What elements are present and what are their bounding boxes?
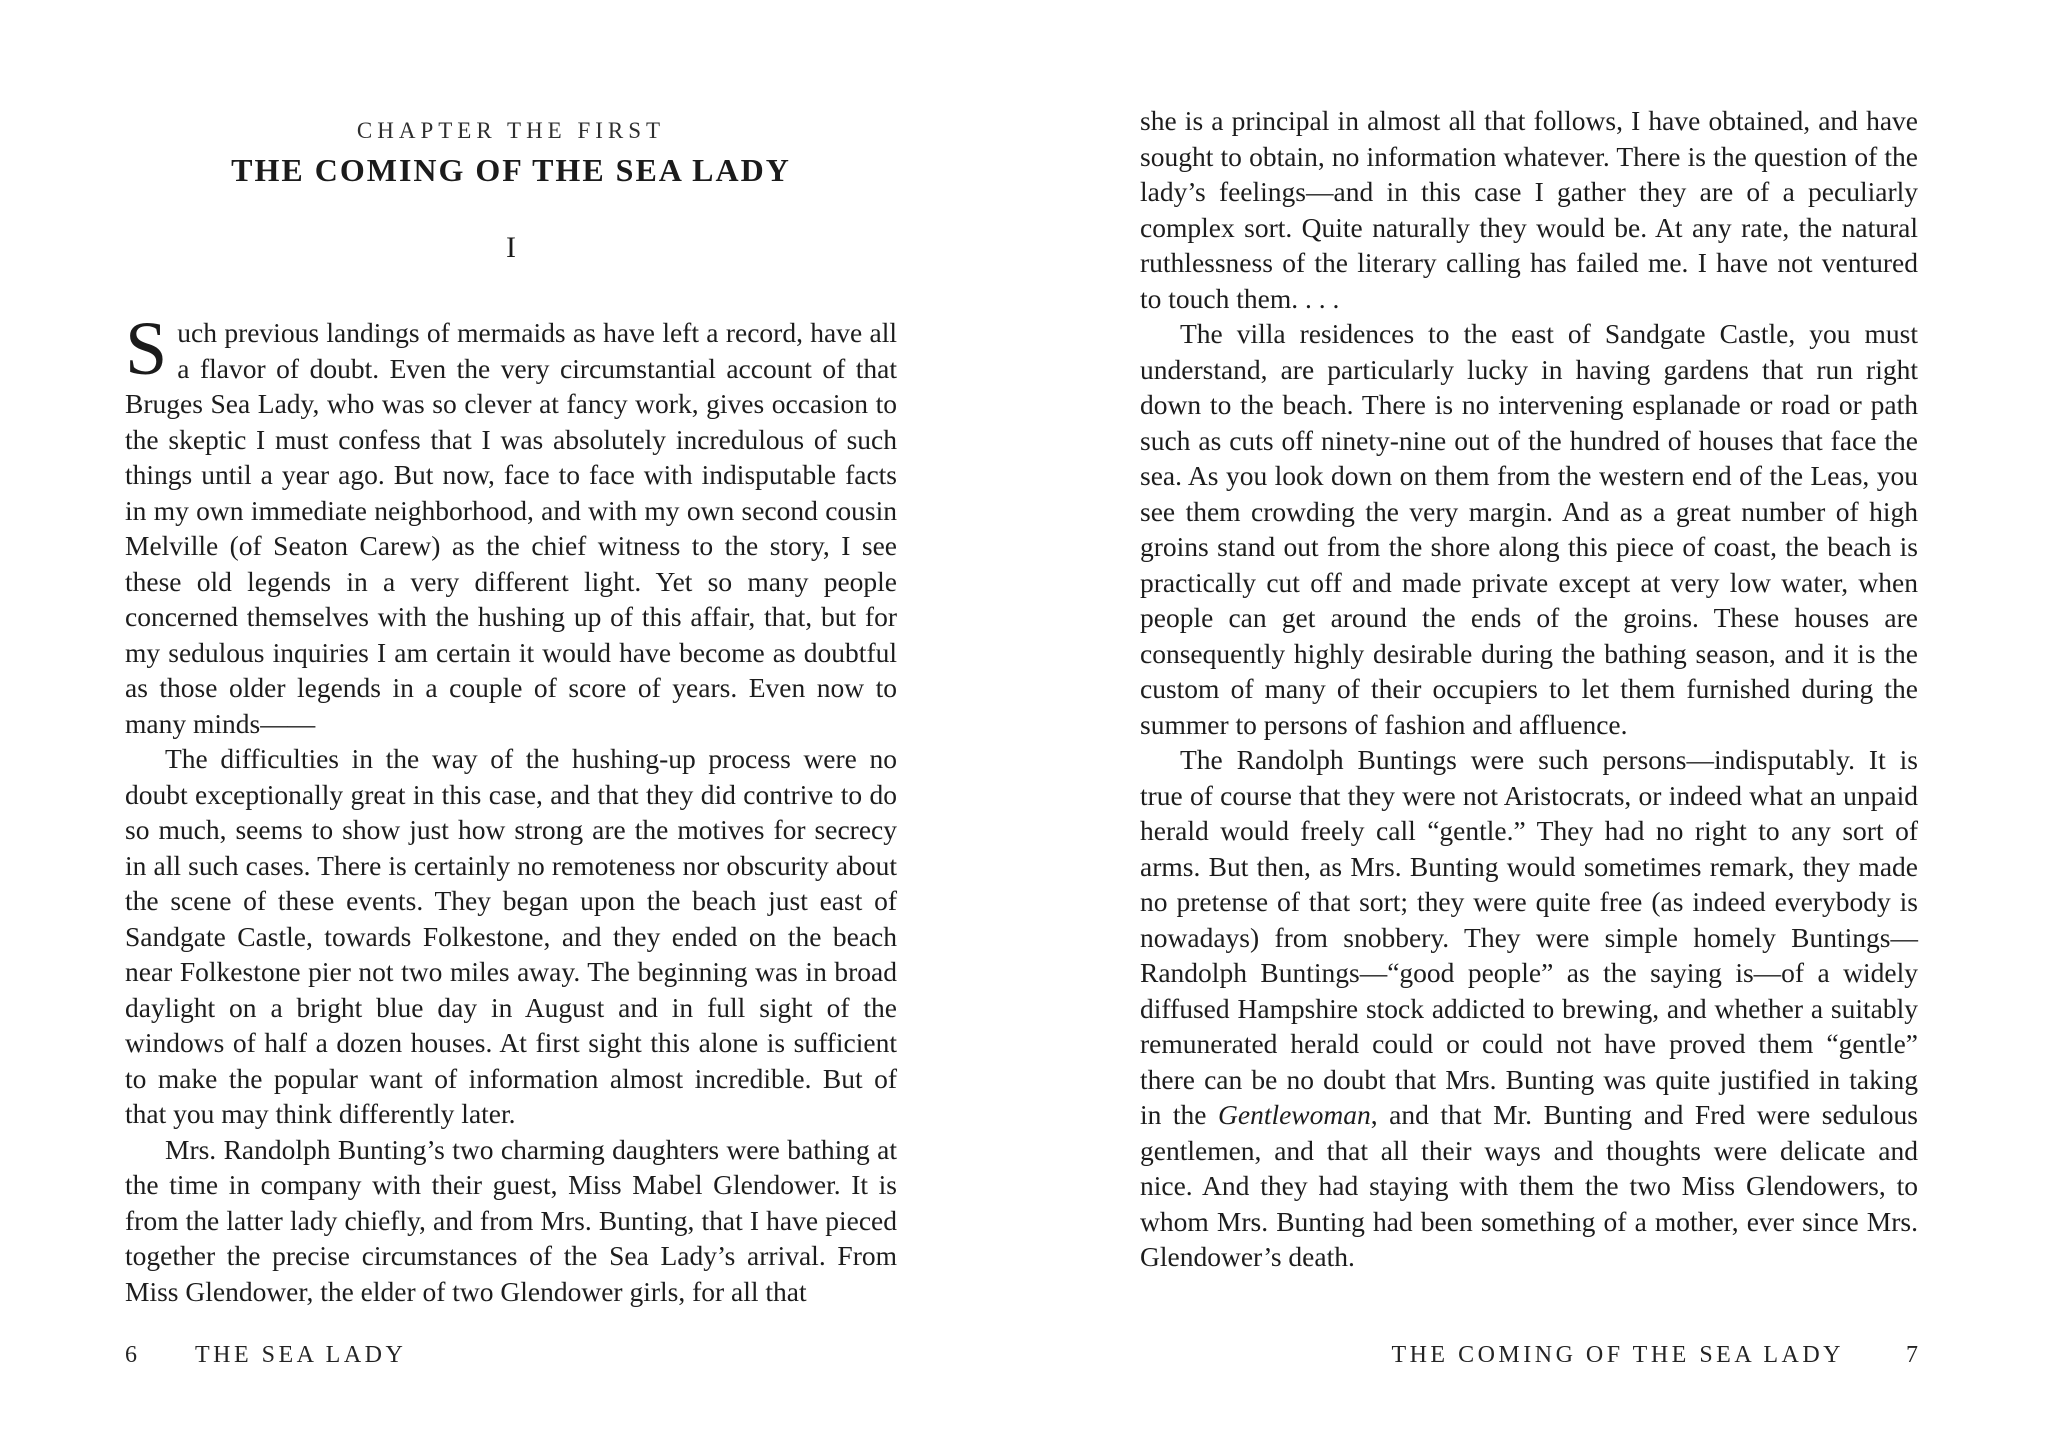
drop-cap: S: [125, 307, 168, 391]
paragraph: [125, 307, 897, 741]
chapter-title: THE COMING OF THE SEA LADY: [231, 152, 791, 188]
right-page-footer: [1140, 1342, 1918, 1369]
left-page-footer: [125, 1342, 897, 1369]
left-page: [125, 0, 897, 1309]
chapter-label: CHAPTER THE FIRST: [356, 118, 666, 143]
paragraph: The villa residences to the east of Sandgate Castle, you must understand, are particularly lucky in having gardens that run right down to the beach. There is no intervening esplanade or road or path such as cuts off ninety-nine out of the hundred of houses that face the sea. As you look down on them from the western end of the Leas, you see them crowding the very margin. And as a great number of high groins stand out from the shore along this piece of coast, the beach is practically cut off and made private except at very low water, when people can get around the ends of the groins. These houses are consequently highly desirable during the bathing season, and it is the custom of many of their occupiers to let them furnished during the summer to persons of fashion and affluence.: [1140, 318, 1918, 740]
section-number: I: [506, 231, 516, 264]
left-page-body: [125, 307, 897, 1309]
paragraph: she is a principal in almost all that follows, I have obtained, and have sought to obtain, no information whatever. There is the question of the lady’s feelings—and in this case I gather they are of a peculiarly complex sort. Quite naturally they would be. At any rate, the natural ruthlessness of the literary calling has failed me. I have not ventured to touch them. . . .: [1140, 105, 1918, 314]
running-title: THE COMING OF THE SEA LADY: [1391, 1342, 1844, 1368]
right-page-body: [1140, 103, 1918, 1275]
paragraph: The difficulties in the way of the hushing-up process were no doubt exceptionally great in this case, and that they did contrive to do so much, seems to show just how strong are the motives for secrecy in all such cases. There is certainly no remoteness nor obscurity about the scene of these events. They began upon the beach just east of Sandgate Castle, towards Folkestone, and they ended on the beach near Folkestone pier not two miles away. The beginning was in broad daylight on a bright blue day in August and in full sight of the windows of half a dozen houses. At first sight this alone is sufficient to make the popular want of information almost incredible. But of that you may think differently later.: [125, 743, 897, 1129]
paragraph: [1140, 742, 1918, 1275]
paragraph: Mrs. Randolph Bunting’s two charming daughters were bathing at the time in company with their guest, Miss Mabel Glendower. It is from the latter lady chiefly, and from Mrs. Bunting, that I have pieced together the precise circumstances of the Sea Lady’s arrival. From Miss Glendower, the elder of two Glendower girls, for all that: [125, 1133, 897, 1307]
paragraph-text: uch previous landings of mermaids as have left a record, have all a flavor of doubt. Even the very circumstantial account of that Bruges Sea Lady, who was so clever at fancy work, gives occasion to the skeptic I must confess that I was absolutely incredulous of such things until a year ago. But now, face to face with indisputable facts in my own immediate neighborhood, and with my own second cousin Melville (of Seaton Carew) as the chief witness to the story, I see these old legends in a very different light. Yet so many people concerned themselves with the hushing up of this affair, that, but for my sedulous inquiries I am certain it would have become as doubtful as those older legends in a couple of score of years. Even now to many minds——: [125, 317, 897, 739]
running-title: THE SEA LADY: [195, 1342, 407, 1368]
right-page: [1140, 0, 1918, 1275]
page-number: 6: [125, 1342, 137, 1368]
page-number: 7: [1906, 1342, 1918, 1368]
italic-magazine-title: Gentlewoman: [1218, 1099, 1371, 1130]
paragraph-text: The Randolph Buntings were such persons—indisputably. It is true of course that they were not Aristocrats, or indeed what an unpaid herald would freely call “gentle.” They had no right to any sort of arms. But then, as Mrs. Bunting would sometimes remark, they made no pretense of that sort; they were quite free (as indeed everybody is nowadays) from snobbery. They were simple homely Buntings—Randolph Buntings—“good people” as the saying is—of a widely diffused Hampshire stock addicted to brewing, and whether a suitably remunerated herald could or could not have proved them “gentle” there can be no doubt that Mrs. Bunting was quite justified in taking in the: [1140, 744, 1918, 1130]
paragraph-text: , and that Mr. Bunting and Fred were sedulous gentlemen, and that all their ways and thoughts were delicate and nice. And they had staying with them the two Miss Glendowers, to whom Mrs. Bunting had been something of a mother, ever since Mrs. Glendower’s death.: [1140, 1099, 1918, 1272]
